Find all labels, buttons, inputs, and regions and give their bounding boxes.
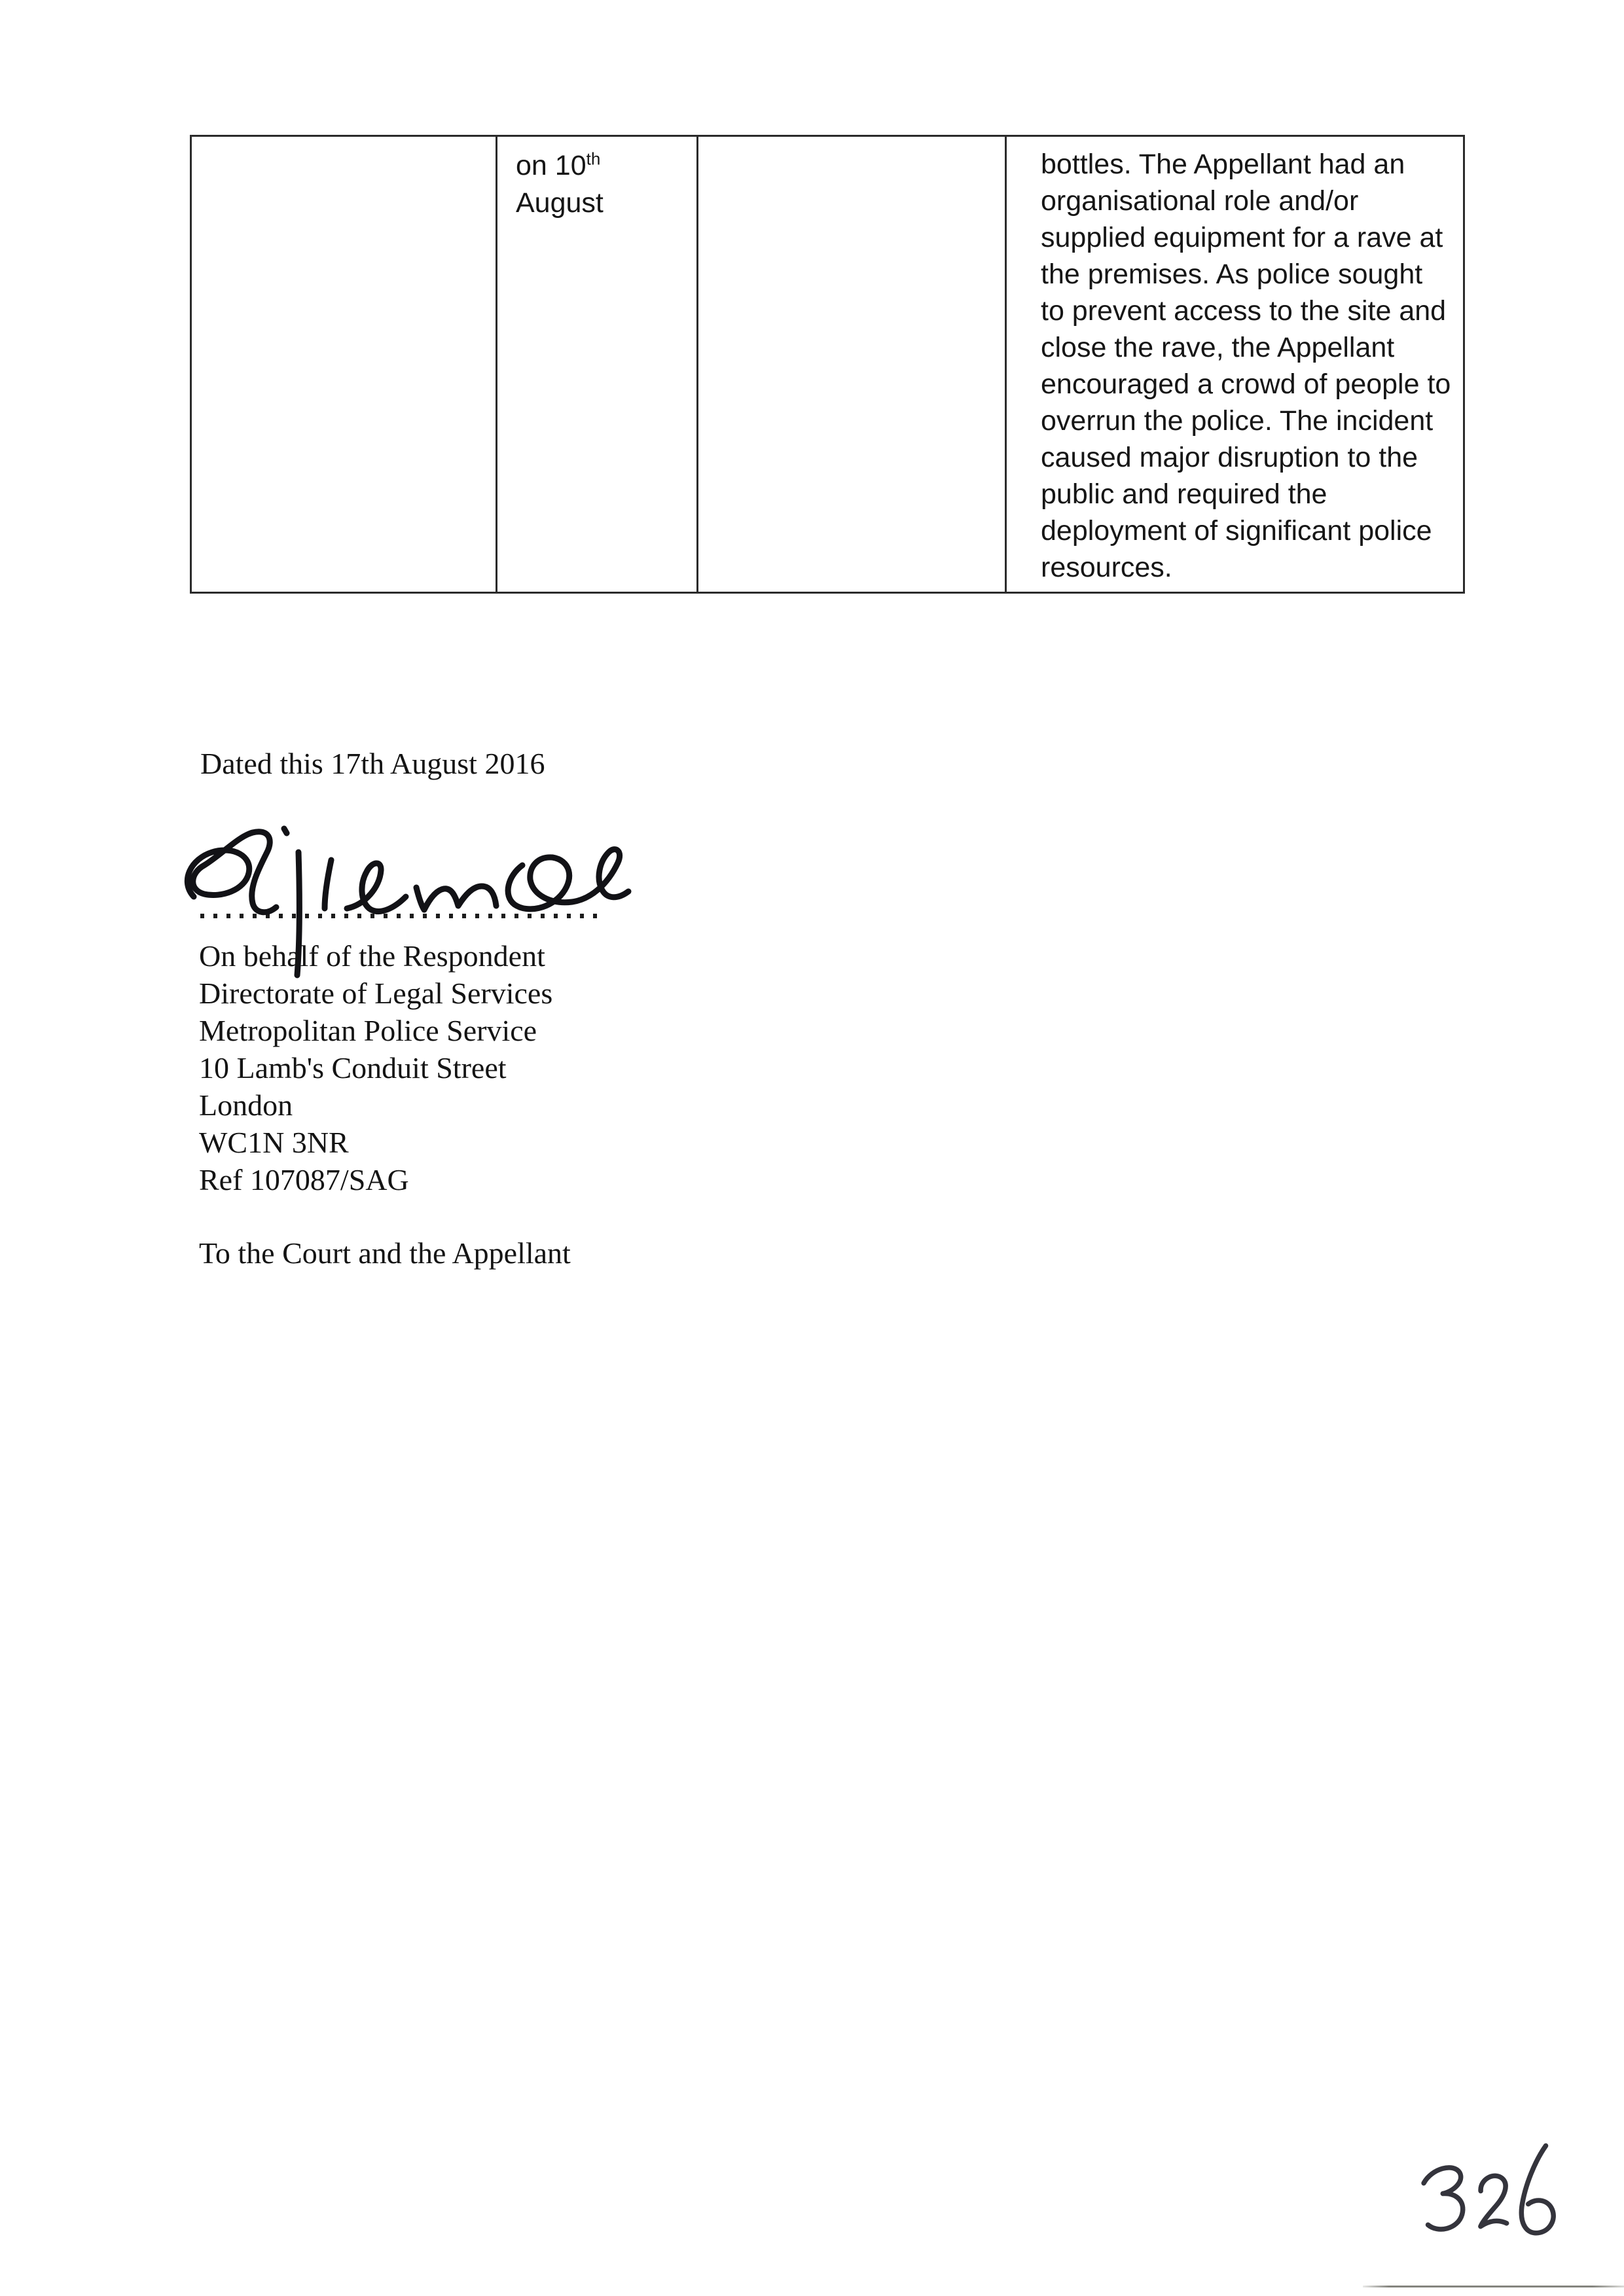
date-ordinal-suffix: th: [586, 149, 601, 169]
table-cell-empty-2: [698, 137, 1007, 592]
signoff-line-city: London: [199, 1088, 293, 1122]
scan-edge-artifact: [1363, 2286, 1624, 2287]
dated-line: Dated this 17th August 2016: [200, 747, 545, 780]
closing-line: To the Court and the Appellant: [199, 1236, 571, 1270]
table-cell-empty-1: [192, 137, 497, 592]
table: [190, 135, 1465, 594]
handwritten-page-number: [1398, 2130, 1574, 2268]
handwritten-page-number-text: [0, 0, 1, 1]
signoff-line-street: 10 Lamb's Conduit Street: [199, 1051, 507, 1085]
date-prefix: on 10: [516, 150, 586, 181]
date-line-2: August: [516, 187, 604, 219]
signoff-line-service: Metropolitan Police Service: [199, 1014, 537, 1047]
signoff-line-directorate: Directorate of Legal Services: [199, 977, 553, 1010]
signoff-block: [199, 937, 552, 1198]
signoff-line-postcode: WC1N 3NR: [199, 1126, 349, 1159]
date-line-1: [516, 147, 691, 185]
signoff-line-ref: Ref 107087/SAG: [199, 1163, 409, 1196]
table-cell-description: bottles. The Appellant had an organisational role and/or supplied equipment for a rave at the premises. As police sought to prevent access to the site and close the rave, the Appellant encouraged a crowd of people to overrun the police. The incident caused major disruption to the public and required the deployment of significant police resources.: [1041, 149, 1451, 583]
table-cell-date: [497, 137, 698, 592]
signoff-line-behalf: On behalf of the Respondent: [199, 939, 545, 973]
